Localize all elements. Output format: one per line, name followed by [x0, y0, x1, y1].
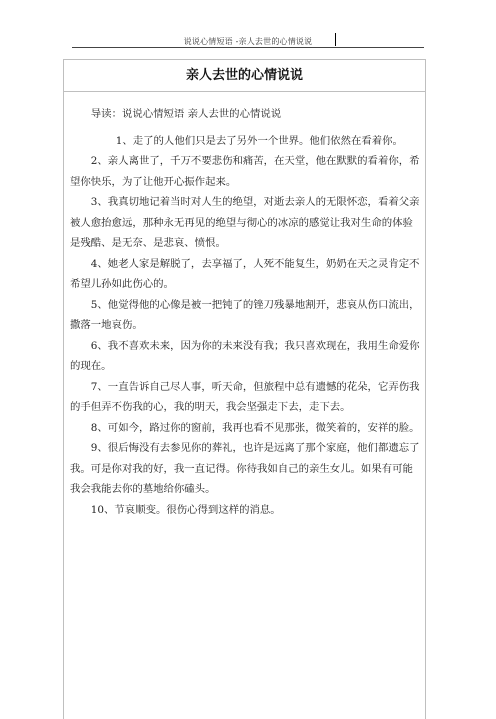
paragraph-10: 10、节哀顺变。很伤心得到这样的消息。: [90, 503, 281, 516]
text-cursor: [335, 33, 336, 46]
running-header: 说说心情短语 -亲人去世的心情说说: [183, 37, 313, 46]
intro-paragraph: 导读：说说心情短语 亲人去世的心情说说: [90, 108, 282, 120]
paragraph-9: 9、很后悔没有去参见你的葬礼，也许是远离了那个家庭，他们都遗忘了我。可是你对我的好，我一直记得。你待我如自己的亲生女儿。如果有可能我会我能去你的墓地给你磕头。: [70, 442, 420, 495]
paragraph-6: 6、我不喜欢未来，因为你的未来没有我；我只喜欢现在，我用生命爱你的现在。: [70, 339, 420, 372]
paragraph-1: 1、走了的人他们只是去了另外一个世界。他们依然在看着你。: [115, 134, 403, 147]
paragraph-4: 4、她老人家是解脱了，去享福了，人死不能复生，奶奶在天之灵肯定不希望儿孙如此伤心的。: [70, 257, 420, 290]
paragraph-5: 5、他觉得他的心像是被一把钝了的锉刀残暴地割开，悲哀从伤口流出，撒落一地哀伤。: [70, 298, 420, 331]
paragraph-3: 3、我真切地记着当时对人生的绝望，对逝去亲人的无限怀恋，看着父亲被人愈抬愈远，那种永无再见的绝望与彻心的冰凉的感觉让我对生命的体验是残酷、是无奈、是悲哀、愤恨。: [70, 196, 420, 249]
paragraph-8: 8、可如今，路过你的窗前，我再也看不见那张，微笑着的，安祥的脸。: [90, 421, 420, 434]
document-title: 亲人去世的心情说说: [64, 60, 425, 92]
document-body: [64, 92, 425, 520]
header-rule: [72, 47, 424, 48]
paragraph-7: 7、一直告诉自己尽人事，听天命，但旅程中总有遗憾的花朵，它弄伤我的手但弄不伤我的心，我的明天，我会坚强走下去，走下去。: [70, 380, 420, 413]
document-box: [63, 59, 426, 719]
paragraph-2: 2、亲人离世了，千万不要悲伤和痛苦，在天堂，他在默默的看着你，希望你快乐，为了让他开心振作起来。: [70, 155, 420, 188]
